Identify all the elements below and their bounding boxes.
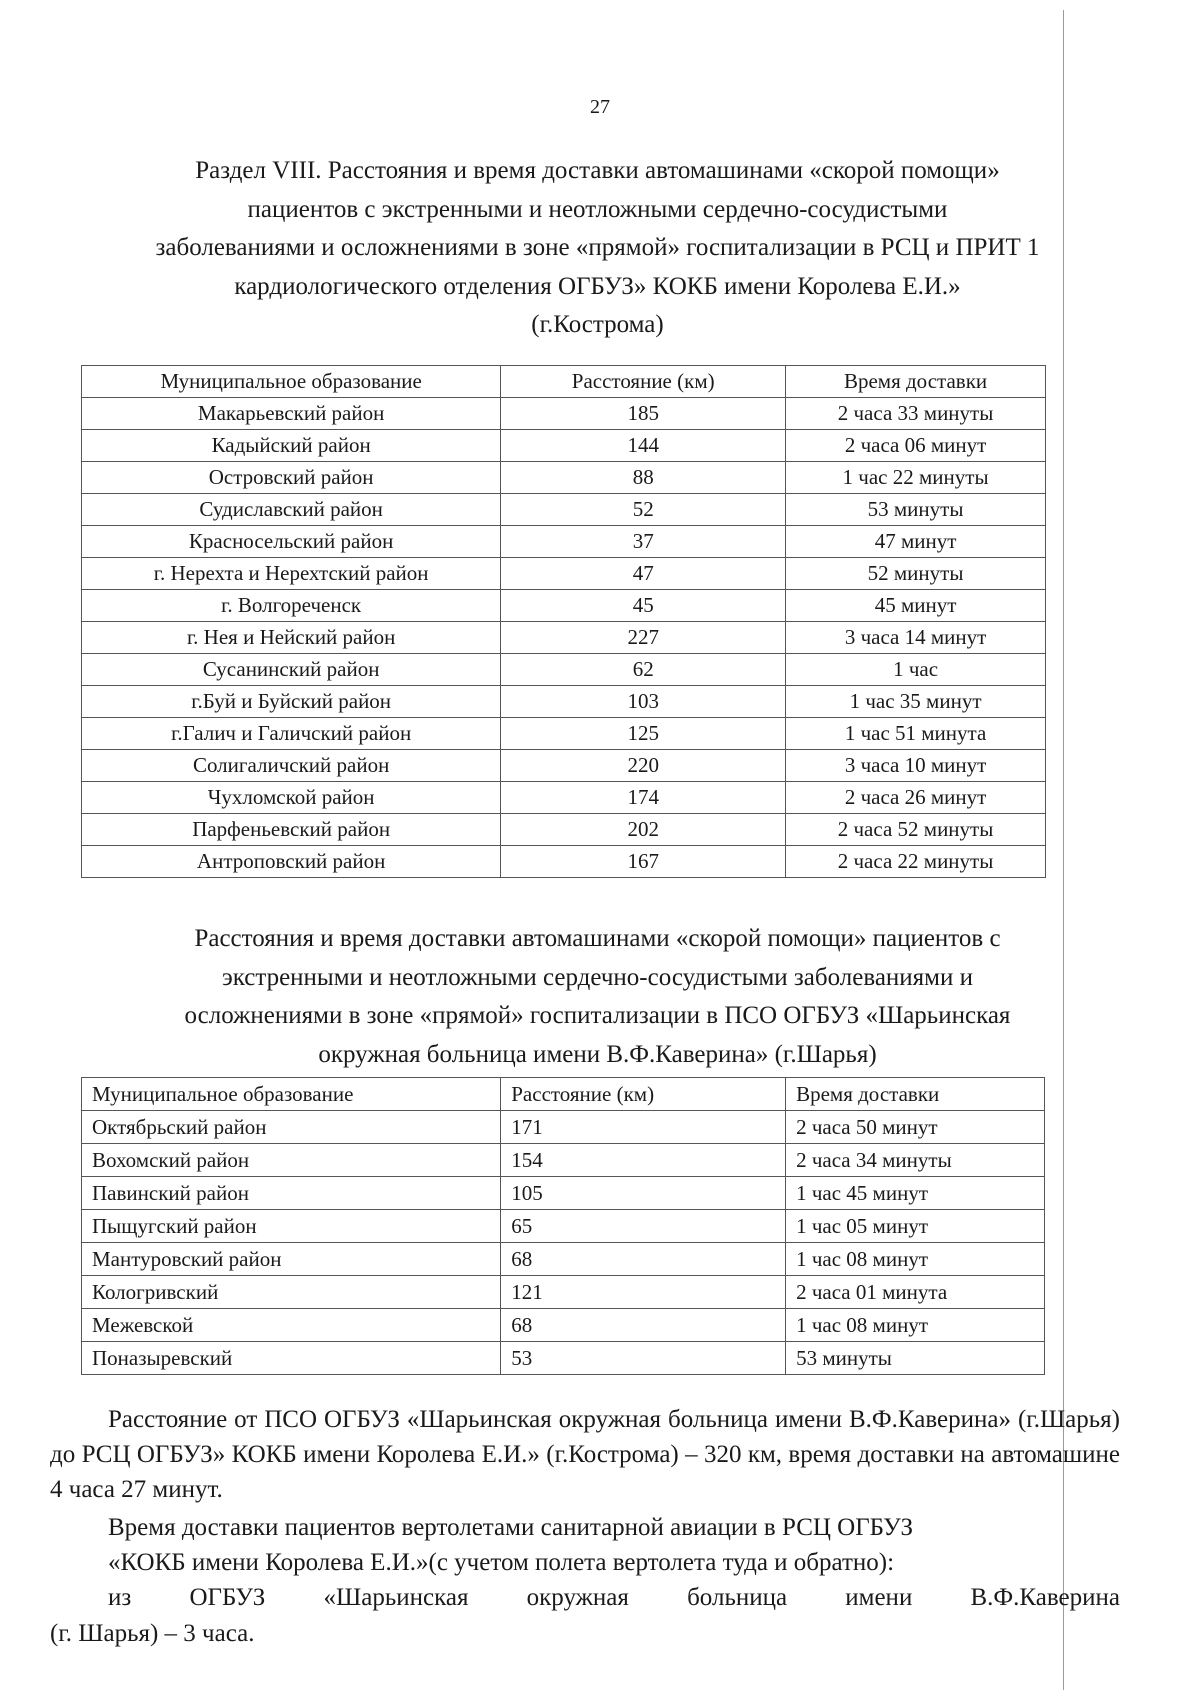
- cell-delivery-time: 52 минуты: [786, 558, 1046, 590]
- table-row: [82, 590, 1046, 622]
- cell-distance: 220: [501, 750, 786, 782]
- cell-municipality: Вохомский район: [82, 1144, 501, 1177]
- cell-delivery-time: 1 час 22 минуты: [786, 462, 1046, 494]
- cell-distance: 52: [501, 494, 786, 526]
- header-delivery-time: Время доставки: [786, 1078, 1045, 1111]
- cell-delivery-time: 1 час 05 минут: [786, 1210, 1045, 1243]
- cell-municipality: Парфеньевский район: [82, 814, 501, 846]
- distance-text: Расстояние от ПСО ОГБУЗ «Шарьинская окружная больница имени В.Ф.Каверина» (г.Шарья) до РСЦ ОГБУЗ» КОКБ имени Королева Е.И.» (г.Кострома) – 320 км, время доставки на автомашине 4 часа 27 минут.: [50, 1406, 1120, 1503]
- table-row: [82, 622, 1046, 654]
- cell-distance: 144: [501, 430, 786, 462]
- cell-municipality: Судиславский район: [82, 494, 501, 526]
- cell-municipality: Сусанинский район: [82, 654, 501, 686]
- cell-distance: 62: [501, 654, 786, 686]
- cell-municipality: Межевской: [82, 1309, 501, 1342]
- heading-line: заболеваниями и осложнениями в зоне «прямой» госпитализации в РСЦ и ПРИТ 1: [155, 234, 1040, 261]
- heading-line: осложнениями в зоне «прямой» госпитализации в ПСО ОГБУЗ «Шарьинская: [184, 1002, 1011, 1029]
- cell-delivery-time: 3 часа 10 минут: [786, 750, 1046, 782]
- heading-line: пациентов с экстренными и неотложными сердечно-сосудистыми: [247, 195, 948, 223]
- header-distance: Расстояние (км): [501, 366, 786, 398]
- helicopter-paragraph-line: [50, 1580, 1120, 1615]
- helicopter-text: (г. Шарья) – 3 часа.: [50, 1620, 255, 1647]
- cell-delivery-time: 2 часа 50 минут: [786, 1111, 1045, 1144]
- cell-delivery-time: 2 часа 22 минуты: [786, 846, 1046, 878]
- header-delivery-time: Время доставки: [786, 366, 1046, 398]
- table-row: [82, 1243, 1045, 1276]
- helicopter-text: из ОГБУЗ «Шарьинская окружная больница имени В.Ф.Каверина: [108, 1584, 1120, 1611]
- cell-distance: 68: [501, 1243, 786, 1276]
- header-municipality: Муниципальное образование: [82, 1078, 501, 1111]
- table-row: [82, 494, 1046, 526]
- cell-municipality: Чухломской район: [82, 782, 501, 814]
- cell-municipality: Макарьевский район: [82, 398, 501, 430]
- helicopter-paragraph-line: [50, 1545, 1120, 1580]
- cell-delivery-time: 47 минут: [786, 526, 1046, 558]
- cell-delivery-time: 1 час 08 минут: [786, 1243, 1045, 1276]
- cell-distance: 65: [501, 1210, 786, 1243]
- cell-distance: 174: [501, 782, 786, 814]
- cell-municipality: Кадыйский район: [82, 430, 501, 462]
- table-row: [82, 462, 1046, 494]
- cell-distance: 185: [501, 398, 786, 430]
- table-row: [82, 1144, 1045, 1177]
- cell-delivery-time: 2 часа 52 минуты: [786, 814, 1046, 846]
- cell-distance: 45: [501, 590, 786, 622]
- header-distance: Расстояние (км): [501, 1078, 786, 1111]
- table-row: [82, 686, 1046, 718]
- distance-paragraph: [50, 1402, 1120, 1507]
- table-row: [82, 782, 1046, 814]
- heading-line: кардиологического отделения ОГБУЗ» КОКБ имени Королева Е.И.»: [234, 272, 961, 300]
- cell-municipality: г.Галич и Галичский район: [82, 718, 501, 750]
- cell-municipality: Пыщугский район: [82, 1210, 501, 1243]
- cell-delivery-time: 2 часа 33 минуты: [786, 398, 1046, 430]
- heading-line: (г.Кострома): [531, 311, 664, 338]
- table-row: [82, 718, 1046, 750]
- cell-municipality: Кологривский: [82, 1276, 501, 1309]
- table-row: [82, 1276, 1045, 1309]
- cell-distance: 171: [501, 1111, 786, 1144]
- table-header-row: [82, 1078, 1045, 1111]
- cell-distance: 88: [501, 462, 786, 494]
- cell-distance: 37: [501, 526, 786, 558]
- header-municipality: Муниципальное образование: [82, 366, 501, 398]
- cell-municipality: г. Волгореченск: [82, 590, 501, 622]
- cell-municipality: Антроповский район: [82, 846, 501, 878]
- table-row: [82, 398, 1046, 430]
- table-row: [82, 846, 1046, 878]
- table-row: [82, 558, 1046, 590]
- sharya-delivery-table: [81, 1077, 1045, 1375]
- cell-delivery-time: 1 час 51 минута: [786, 718, 1046, 750]
- cell-municipality: Октябрьский район: [82, 1111, 501, 1144]
- cell-delivery-time: 1 час 08 минут: [786, 1309, 1045, 1342]
- cell-distance: 227: [501, 622, 786, 654]
- cell-delivery-time: 53 минуты: [786, 494, 1046, 526]
- cell-delivery-time: 2 часа 26 минут: [786, 782, 1046, 814]
- cell-municipality: г.Буй и Буйский район: [82, 686, 501, 718]
- cell-delivery-time: 3 часа 14 минут: [786, 622, 1046, 654]
- helicopter-paragraph-line: [50, 1510, 1120, 1545]
- cell-delivery-time: 2 часа 34 минуты: [786, 1144, 1045, 1177]
- heading-line: Расстояния и время доставки автомашинами «скорой помощи» пациентов с: [194, 925, 1001, 952]
- cell-distance: 68: [501, 1309, 786, 1342]
- sharya-heading: [115, 920, 1080, 1074]
- cell-municipality: Красносельский район: [82, 526, 501, 558]
- table-row: [82, 430, 1046, 462]
- cell-municipality: г. Нея и Нейский район: [82, 622, 501, 654]
- cell-distance: 167: [501, 846, 786, 878]
- cell-delivery-time: 2 часа 06 минут: [786, 430, 1046, 462]
- cell-municipality: Солигаличский район: [82, 750, 501, 782]
- cell-distance: 121: [501, 1276, 786, 1309]
- table-row: [82, 1342, 1045, 1375]
- cell-distance: 154: [501, 1144, 786, 1177]
- page-number: 27: [590, 96, 610, 118]
- table-row: [82, 1177, 1045, 1210]
- table-row: [82, 750, 1046, 782]
- kostroma-delivery-table: [81, 365, 1046, 878]
- cell-municipality: Островский район: [82, 462, 501, 494]
- helicopter-text: «КОКБ имени Королева Е.И.»(с учетом полета вертолета туда и обратно):: [108, 1549, 895, 1576]
- cell-distance: 53: [501, 1342, 786, 1375]
- cell-municipality: Павинский район: [82, 1177, 501, 1210]
- table-row: [82, 1309, 1045, 1342]
- cell-municipality: Мантуровский район: [82, 1243, 501, 1276]
- heading-line: окружная больница имени В.Ф.Каверина» (г.Шарья): [318, 1040, 877, 1068]
- heading-line: Раздел VIII. Расстояния и время доставки автомашинами «скорой помощи»: [195, 157, 1000, 184]
- helicopter-text: Время доставки пациентов вертолетами санитарной авиации в РСЦ ОГБУЗ: [108, 1514, 914, 1541]
- heading-line: экстренными и неотложными сердечно-сосудистыми заболеваниями и: [221, 963, 973, 991]
- cell-distance: 103: [501, 686, 786, 718]
- table-row: [82, 814, 1046, 846]
- cell-distance: 47: [501, 558, 786, 590]
- cell-delivery-time: 2 часа 01 минута: [786, 1276, 1045, 1309]
- table-row: [82, 1111, 1045, 1144]
- cell-distance: 105: [501, 1177, 786, 1210]
- cell-distance: 202: [501, 814, 786, 846]
- cell-delivery-time: 1 час: [786, 654, 1046, 686]
- cell-delivery-time: 45 минут: [786, 590, 1046, 622]
- cell-delivery-time: 53 минуты: [786, 1342, 1045, 1375]
- table-row: [82, 1210, 1045, 1243]
- cell-distance: 125: [501, 718, 786, 750]
- table-row: [82, 654, 1046, 686]
- cell-municipality: Поназыревский: [82, 1342, 501, 1375]
- cell-delivery-time: 1 час 45 минут: [786, 1177, 1045, 1210]
- cell-delivery-time: 1 час 35 минут: [786, 686, 1046, 718]
- helicopter-paragraph-line: [50, 1616, 1120, 1651]
- section-viii-heading: [115, 152, 1080, 345]
- table-header-row: [82, 366, 1046, 398]
- table-row: [82, 526, 1046, 558]
- cell-municipality: г. Нерехта и Нерехтский район: [82, 558, 501, 590]
